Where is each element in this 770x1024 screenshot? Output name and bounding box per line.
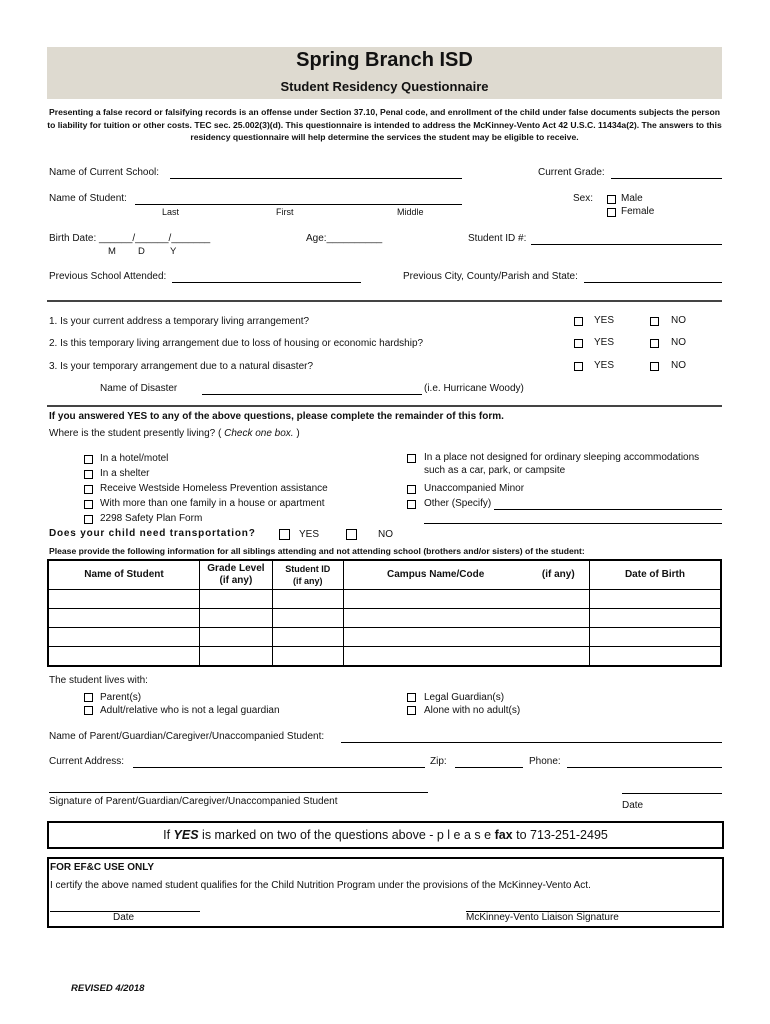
current-school-field[interactable] <box>170 178 462 179</box>
q2-no-checkbox[interactable] <box>650 339 659 348</box>
unsheltered-label-2: such as a car, park, or campsite <box>424 465 566 476</box>
table-row[interactable] <box>48 628 721 647</box>
efc-signature-label: McKinney-Vento Liaison Signature <box>466 912 619 923</box>
table-row[interactable] <box>48 647 721 667</box>
q2-yes-label: YES <box>594 337 615 348</box>
current-grade-field[interactable] <box>611 178 722 179</box>
transport-no-checkbox[interactable] <box>346 529 357 540</box>
page-title: Spring Branch ISD <box>296 49 473 71</box>
q1-no-checkbox[interactable] <box>650 317 659 326</box>
female-checkbox[interactable] <box>607 208 616 217</box>
col-campus-ifany-header: (if any) <box>528 560 590 590</box>
efc-title: FOR EF&C USE ONLY <box>50 862 155 873</box>
month-caption: M <box>108 246 116 257</box>
col-name-header: Name of Student <box>48 560 200 590</box>
col-dob-header: Date of Birth <box>589 560 721 590</box>
q2-no-label: NO <box>671 337 686 348</box>
other-specify-field[interactable] <box>494 509 722 510</box>
signature-label: Signature of Parent/Guardian/Caregiver/Unaccompanied Student <box>49 796 338 807</box>
zip-field[interactable] <box>455 767 523 768</box>
first-name-caption: First <box>276 207 294 217</box>
question-3: 3. Is your temporary arrangement due to a natural disaster? <box>49 361 314 372</box>
page-subtitle: Student Residency Questionnaire <box>280 79 489 94</box>
year-caption: Y <box>170 246 177 257</box>
signature-field[interactable] <box>49 792 428 793</box>
legal-guardian-checkbox[interactable] <box>407 693 416 702</box>
age-field[interactable]: Age:__________ <box>306 233 383 244</box>
q1-yes-checkbox[interactable] <box>574 317 583 326</box>
hotel-label: In a hotel/motel <box>100 453 169 464</box>
safety-plan-label: 2298 Safety Plan Form <box>100 513 203 524</box>
previous-school-label: Previous School Attended: <box>49 271 167 282</box>
unaccompanied-label: Unaccompanied Minor <box>424 483 525 494</box>
transport-yes-checkbox[interactable] <box>279 529 290 540</box>
table-row[interactable] <box>48 590 721 609</box>
parents-checkbox[interactable] <box>84 693 93 702</box>
disaster-label: Name of Disaster <box>100 383 178 394</box>
male-label: Male <box>621 193 643 204</box>
col-id-header: Student ID (if any) <box>272 560 343 590</box>
living-instruction: If you answered YES to any of the above questions, please complete the remainder of this form. <box>49 411 504 422</box>
current-school-label: Name of Current School: <box>49 167 160 178</box>
q1-no-label: NO <box>671 315 686 326</box>
middle-name-caption: Middle <box>397 207 424 217</box>
student-name-field[interactable] <box>135 204 462 205</box>
section-divider-2 <box>47 405 722 407</box>
parent-name-field[interactable] <box>341 742 722 743</box>
previous-city-field[interactable] <box>584 282 722 283</box>
other-checkbox[interactable] <box>407 500 416 509</box>
shared-housing-checkbox[interactable] <box>84 500 93 509</box>
student-id-field[interactable] <box>531 244 722 245</box>
col-campus-header: Campus Name/Code <box>343 560 527 590</box>
q3-no-checkbox[interactable] <box>650 362 659 371</box>
day-caption: D <box>138 246 145 257</box>
q3-yes-checkbox[interactable] <box>574 362 583 371</box>
address-field[interactable] <box>133 767 425 768</box>
other-specify-field-2[interactable] <box>424 523 722 524</box>
table-row[interactable] <box>48 609 721 628</box>
fax-notice: If YES is marked on two of the questions above - p l e a s e fax to 713-251-2495 <box>47 821 724 849</box>
question-1: 1. Is your current address a temporary living arrangement? <box>49 316 310 327</box>
previous-city-label: Previous City, County/Parish and State: <box>403 271 578 282</box>
legal-warning: Presenting a false record or falsifying records is an offense under Section 37.10, Penal code, and enrollment of the child under false documents subjects the person to liability for tuition or other costs. TEC sec. 25.002(3)(d). This questionnaire is intended to address the McKinney-Vento Act 42 U.S.C. 11434a(2). The answers to this residency questionnaire will help determine the services the student may be eligible to receive. <box>47 107 722 142</box>
col-grade-header: Grade Level (if any) <box>200 560 273 590</box>
last-name-caption: Last <box>162 207 180 217</box>
living-prompt: Where is the student presently living? ( Check one box. ) <box>49 428 300 439</box>
section-divider <box>47 300 722 302</box>
q3-yes-label: YES <box>594 360 615 371</box>
table-header-row <box>48 560 721 590</box>
disaster-example: (i.e. Hurricane Woody) <box>424 383 524 394</box>
shelter-checkbox[interactable] <box>84 470 93 479</box>
question-2: 2. Is this temporary living arrangement due to loss of housing or economic hardship? <box>49 338 424 349</box>
efc-date-label: Date <box>113 912 135 923</box>
phone-label: Phone: <box>529 756 561 767</box>
westside-checkbox[interactable] <box>84 485 93 494</box>
disaster-field[interactable] <box>202 394 422 395</box>
adult-relative-checkbox[interactable] <box>84 706 93 715</box>
shelter-label: In a shelter <box>100 468 150 479</box>
phone-field[interactable] <box>567 767 722 768</box>
shared-housing-label: With more than one family in a house or apartment <box>100 498 325 509</box>
q2-yes-checkbox[interactable] <box>574 339 583 348</box>
siblings-table <box>47 559 722 667</box>
female-label: Female <box>621 206 655 217</box>
sex-label: Sex: <box>573 193 594 204</box>
transport-label: Does your child need transportation? <box>49 528 256 539</box>
efc-certify: I certify the above named student qualifies for the Child Nutrition Program under the provisions of the McKinney-Vento Act. <box>50 880 591 891</box>
alone-checkbox[interactable] <box>407 706 416 715</box>
male-checkbox[interactable] <box>607 195 616 204</box>
student-id-label: Student ID #: <box>468 233 527 244</box>
lives-with-label: The student lives with: <box>49 675 148 686</box>
other-label: Other (Specify) <box>424 498 492 509</box>
unsheltered-checkbox[interactable] <box>407 454 416 463</box>
zip-label: Zip: <box>430 756 447 767</box>
parents-label: Parent(s) <box>100 692 142 703</box>
adult-relative-label: Adult/relative who is not a legal guardian <box>100 705 280 716</box>
previous-school-field[interactable] <box>172 282 361 283</box>
unaccompanied-checkbox[interactable] <box>407 485 416 494</box>
student-name-label: Name of Student: <box>49 193 127 204</box>
westside-label: Receive Westside Homeless Prevention assistance <box>100 483 328 494</box>
safety-plan-checkbox[interactable] <box>84 515 93 524</box>
legal-guardian-label: Legal Guardian(s) <box>424 692 505 703</box>
alone-label: Alone with no adult(s) <box>424 705 521 716</box>
current-grade-label: Current Grade: <box>538 167 605 178</box>
unsheltered-label: In a place not designed for ordinary sleeping accommodations <box>424 452 700 463</box>
hotel-checkbox[interactable] <box>84 455 93 464</box>
transport-no-label: NO <box>378 529 393 540</box>
siblings-instruction: Please provide the following information for all siblings attending and not attending school (brothers and/or sisters) of the student: <box>49 546 585 556</box>
date-field[interactable] <box>622 793 722 794</box>
revised-date: REVISED 4/2018 <box>71 983 145 994</box>
address-label: Current Address: <box>49 756 125 767</box>
q1-yes-label: YES <box>594 315 615 326</box>
transport-yes-label: YES <box>299 529 320 540</box>
date-label: Date <box>622 800 644 811</box>
birth-date-field[interactable]: Birth Date: ______/______/_______ <box>49 233 211 244</box>
q3-no-label: NO <box>671 360 686 371</box>
parent-name-label: Name of Parent/Guardian/Caregiver/Unaccompanied Student: <box>49 731 325 742</box>
header-banner <box>47 47 722 99</box>
